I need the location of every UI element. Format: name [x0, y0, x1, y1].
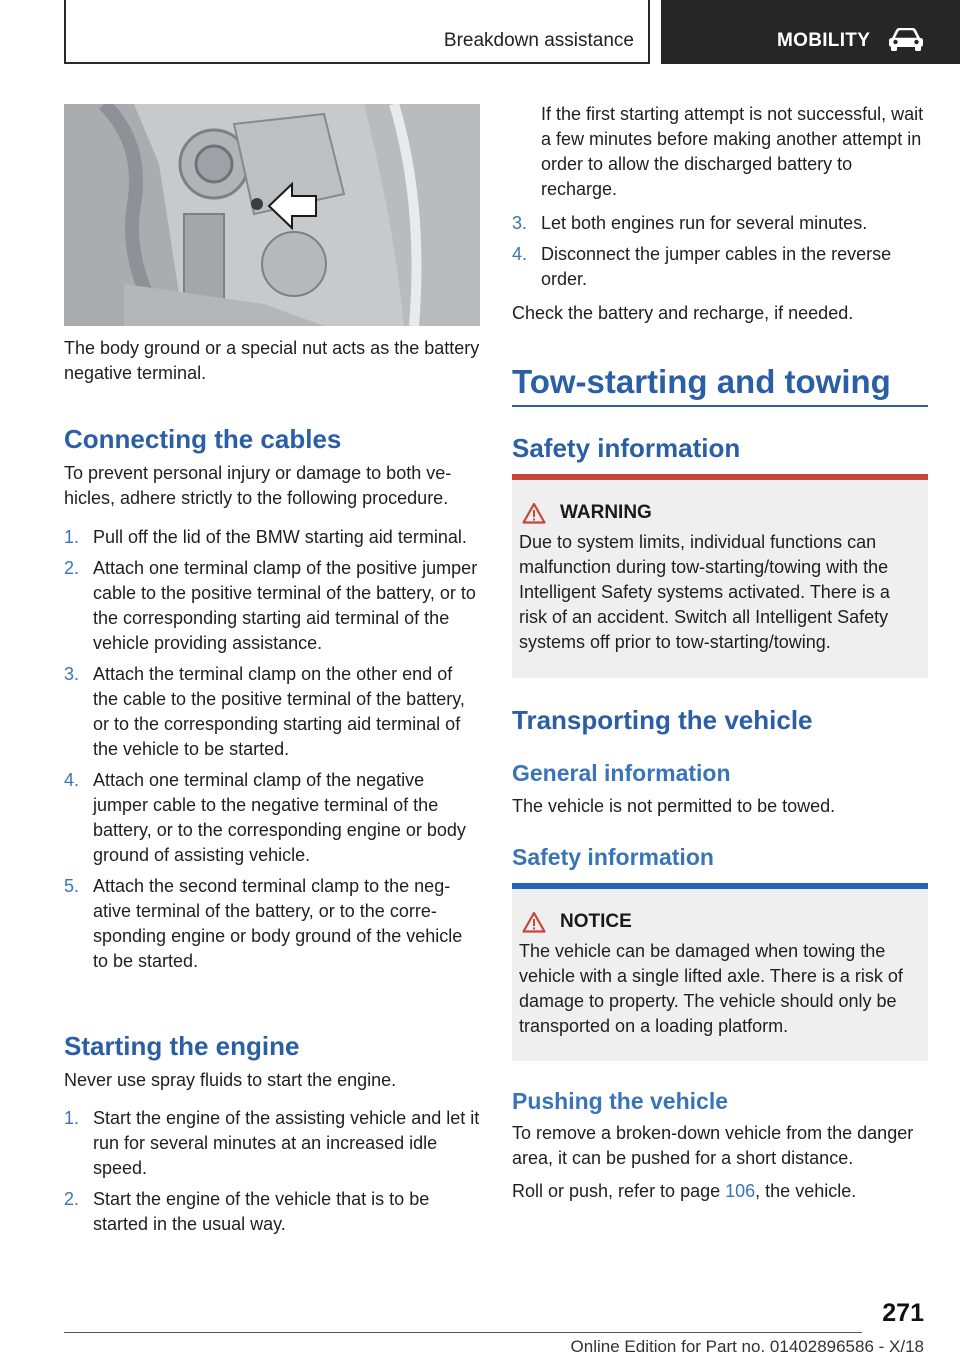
step-number: 1. [64, 1108, 80, 1128]
chapter-heading: Tow-starting and towing [512, 363, 891, 400]
list-item [512, 211, 928, 236]
safety-heading: Safety information [512, 433, 741, 463]
edition-text: Online Edition for Part no. 01402896586 - X/18 [570, 1337, 924, 1356]
step-number: 3. [512, 213, 528, 233]
chapter-tab[interactable] [661, 0, 960, 64]
notice-callout [512, 883, 928, 1061]
continued-steps [512, 211, 928, 298]
roll-text-after: , the vehicle. [755, 1181, 857, 1201]
figure-caption: The body ground or a special nut acts as the battery negative terminal. [64, 338, 480, 383]
warning-text: Due to system limits, individual functions can malfunction during tow-starting/towing with the Intelligent Safety systems activated. There is a risk of an accident. Switch all Intelligent Safety systems off prior to tow-starting/towing. [519, 532, 890, 652]
notice-title [519, 911, 922, 933]
warning-label: WARNING [560, 502, 652, 523]
roll-push-text [512, 1179, 928, 1204]
list-item [64, 1106, 480, 1181]
step-text: Attach one terminal clamp of the positive jumper cable to the positive terminal of the battery, or to the corresponding starting aid terminal of the vehicle providing assistance. [93, 558, 478, 653]
list-item [512, 242, 928, 292]
starting-heading: Starting the engine [64, 1031, 300, 1061]
step-number: 3. [64, 664, 80, 684]
roll-text-before: Roll or push, refer to page [512, 1181, 726, 1201]
step-text: Let both engines run for several minutes. [541, 213, 868, 233]
chapter-heading-rule [512, 405, 928, 407]
list-item [64, 556, 480, 656]
page-reference-link[interactable]: 106 [725, 1181, 756, 1201]
step-text: Attach one terminal clamp of the negative jumper cable to the negative terminal of the battery, or to the corresponding engine or body ground of assisting vehicle. [93, 770, 466, 865]
chapter-label: MOBILITY [777, 30, 871, 51]
car-icon [887, 28, 925, 52]
step-text: Start the engine of the assisting vehicle and let it run for several minutes at an increased idle speed. [93, 1108, 480, 1178]
step-text: Disconnect the jumper cables in the reverse order. [541, 244, 892, 289]
pushing-text: To remove a broken-down vehicle from the danger area, it can be pushed for a short distance. [512, 1123, 914, 1168]
step-text: Attach the second terminal clamp to the negative terminal of the battery, or to the corresponding engine or body ground of the vehicle to be started. [93, 876, 463, 971]
step-number: 5. [64, 876, 80, 896]
page-number: 271 [882, 1299, 924, 1327]
step-text: Pull off the lid of the BMW starting aid terminal. [93, 527, 467, 547]
step-number: 2. [64, 1189, 80, 1209]
starting-intro: Never use spray fluids to start the engine. [64, 1070, 397, 1090]
starting-steps [64, 1106, 480, 1243]
list-item [64, 525, 480, 550]
warning-title [519, 502, 922, 524]
transport-heading: Transporting the vehicle [512, 705, 813, 735]
list-item [64, 768, 480, 868]
list-item [64, 874, 480, 974]
connecting-heading: Connecting the cables [64, 424, 342, 454]
step-number: 4. [512, 244, 528, 264]
engine-bay-figure [64, 104, 480, 326]
engine-bay-illustration [64, 104, 480, 326]
check-battery-text: Check the battery and recharge, if needed. [512, 303, 854, 323]
notice-text: The vehicle can be damaged when towing the vehicle with a single lifted axle. There is a risk of damage to property. The vehicle should only be transported on a loading platform. [519, 941, 903, 1036]
step-number: 1. [64, 527, 80, 547]
general-heading: General information [512, 760, 731, 786]
connecting-steps [64, 525, 480, 980]
general-text: The vehicle is not permitted to be towed. [512, 796, 836, 816]
connecting-intro: To prevent personal injury or damage to both vehicles, adhere strictly to the following procedure. [64, 463, 452, 508]
list-item [64, 1187, 480, 1237]
step-text: Start the engine of the vehicle that is to be started in the usual way. [93, 1189, 430, 1234]
step-text: Attach the terminal clamp on the other end of the cable to the positive terminal of the battery, or to the corresponding starting aid terminal of the vehicle to be started. [93, 664, 465, 759]
header-section-box [64, 0, 650, 64]
section-title: Breakdown assistance [443, 30, 634, 51]
warning-callout [512, 474, 928, 678]
step-number: 4. [64, 770, 80, 790]
footer-rule [64, 1332, 862, 1333]
notice-label: NOTICE [560, 911, 632, 932]
warning-icon [522, 911, 546, 933]
safety-subheading: Safety information [512, 844, 714, 870]
list-item [64, 662, 480, 762]
step-number: 2. [64, 558, 80, 578]
continued-step-text: If the first starting attempt is not successful, wait a few minutes before making another attempt in order to allow the discharged battery to recharge. [541, 104, 924, 199]
pushing-heading: Pushing the vehicle [512, 1088, 728, 1114]
warning-icon [522, 502, 546, 524]
